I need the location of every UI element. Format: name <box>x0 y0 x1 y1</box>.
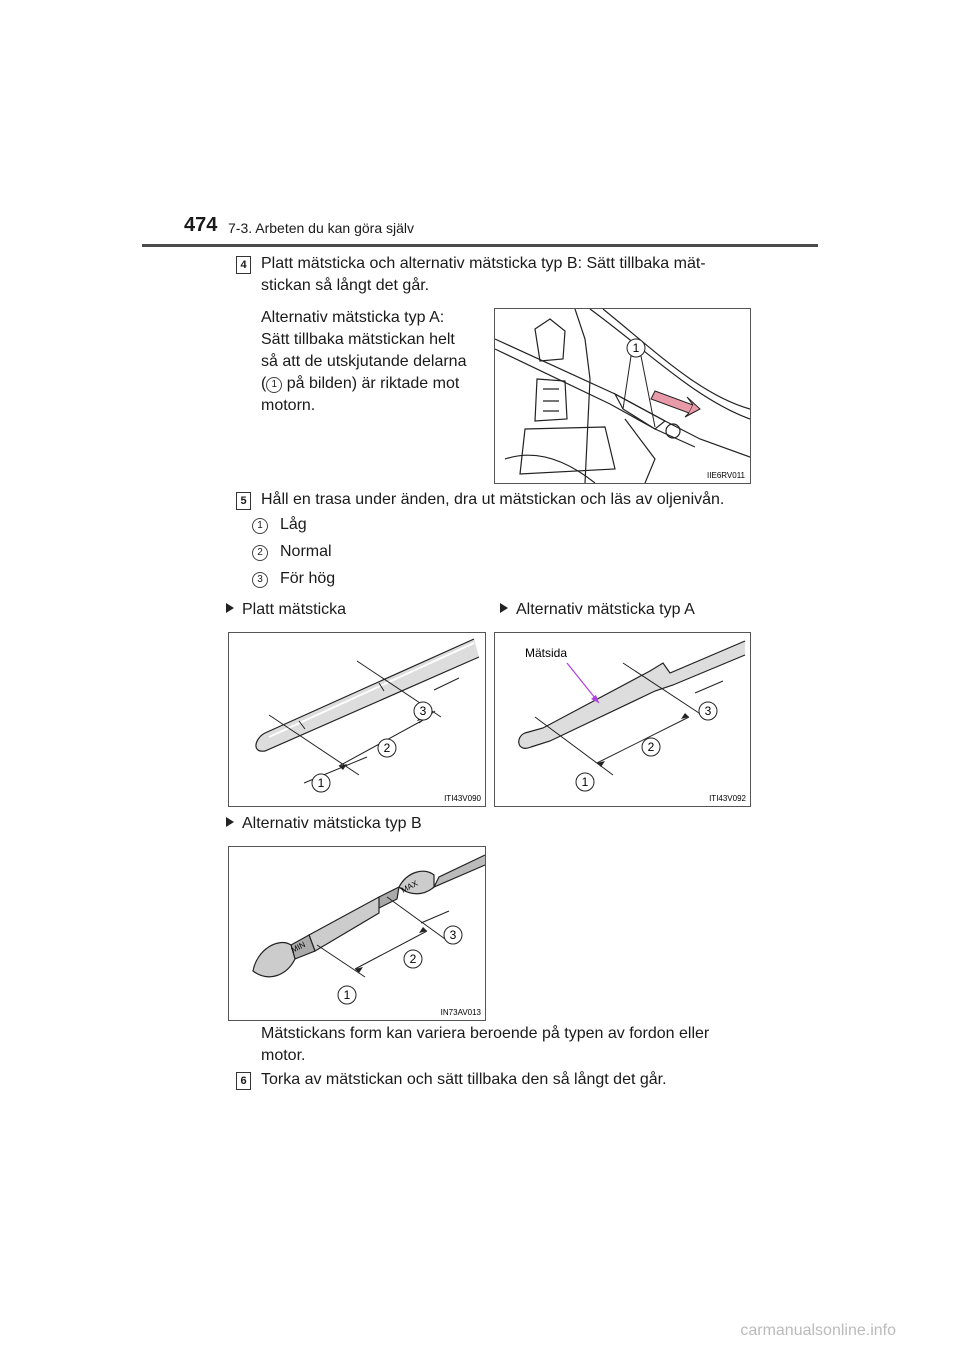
figure-type-a-dipstick <box>494 632 751 807</box>
step-5-badge: 5 <box>236 492 251 510</box>
type-b-label-1: 1 <box>343 988 351 1002</box>
flat-label-2: 2 <box>383 741 391 755</box>
note-line-1: Mätstickans form kan variera beroende på typen av fordon eller <box>261 1025 710 1042</box>
flat-label-1: 1 <box>317 776 325 790</box>
figure-type-b-dipstick <box>228 846 486 1021</box>
type-a-label-2: 2 <box>647 740 655 754</box>
step-4-sub-line-b: Sätt tillbaka mätstickan helt <box>261 331 455 348</box>
step-4-subtext <box>261 307 480 417</box>
flat-figure-code: ITI43V090 <box>444 794 481 803</box>
step-4-sub-line-c: så att de utskjutande delarna <box>261 353 467 370</box>
level-item-high: 3 För hög <box>252 570 335 588</box>
watermark: carmanualsonline.info <box>740 1322 896 1339</box>
step-4-line-2: stickan så långt det går. <box>261 277 430 294</box>
step-6-badge: 6 <box>236 1072 251 1090</box>
figure-engine-dipstick <box>494 308 751 484</box>
type-b-figure-code: IN73AV013 <box>440 1008 481 1017</box>
dipstick-shape-note <box>261 1023 745 1067</box>
section-title: 7-3. Arbeten du kan göra själv <box>228 220 415 236</box>
type-b-dipstick-illustration <box>229 847 485 1020</box>
caption-type-a: Alternativ mätsticka typ A <box>500 601 695 619</box>
step-4-badge: 4 <box>236 256 251 274</box>
annotation-matsida: Mätsida <box>525 646 568 660</box>
engine-illustration <box>495 309 750 483</box>
step-5-text: Håll en trasa under änden, dra ut mätstickan och läs av oljenivån. <box>261 491 725 508</box>
step-4-text <box>261 253 745 297</box>
type-b-label-3: 3 <box>449 928 457 942</box>
caption-flat: Platt mätsticka <box>226 601 346 619</box>
level-item-low: 1 Låg <box>252 516 307 534</box>
type-a-label-1: 1 <box>581 775 589 789</box>
engine-callout-label: 1 <box>632 341 640 355</box>
triangle-icon <box>226 603 234 613</box>
step-4-sub-line-d: ( 1 på bilden) är riktade mot <box>261 375 460 392</box>
type-b-label-2: 2 <box>409 952 417 966</box>
callout-circle: 1 <box>266 377 282 393</box>
flat-label-3: 3 <box>419 704 427 718</box>
min-marking: MIN <box>289 939 307 955</box>
caption-type-b: Alternativ mätsticka typ B <box>226 815 422 833</box>
figure-code: IIE6RV011 <box>707 471 745 480</box>
triangle-icon <box>500 603 508 613</box>
flat-dipstick-illustration <box>229 633 485 806</box>
step-4-sub-line-a: Alternativ mätsticka typ A: <box>261 309 445 326</box>
type-a-dipstick-illustration <box>495 633 750 806</box>
step-4-sub-line-e: motorn. <box>261 397 316 414</box>
level-item-normal: 2 Normal <box>252 543 332 561</box>
step-6-text: Torka av mätstickan och sätt tillbaka den så långt det går. <box>261 1071 667 1088</box>
type-a-figure-code: ITI43V092 <box>709 794 746 803</box>
header-rule <box>142 244 818 247</box>
max-marking: MAX <box>399 878 420 895</box>
triangle-icon <box>226 817 234 827</box>
step-4-line-1: Platt mätsticka och alternativ mätsticka typ B: Sätt tillbaka mät- <box>261 255 706 272</box>
type-a-label-3: 3 <box>704 704 712 718</box>
figure-flat-dipstick <box>228 632 486 807</box>
note-line-2: motor. <box>261 1047 306 1064</box>
page-number: 474 <box>184 214 218 236</box>
